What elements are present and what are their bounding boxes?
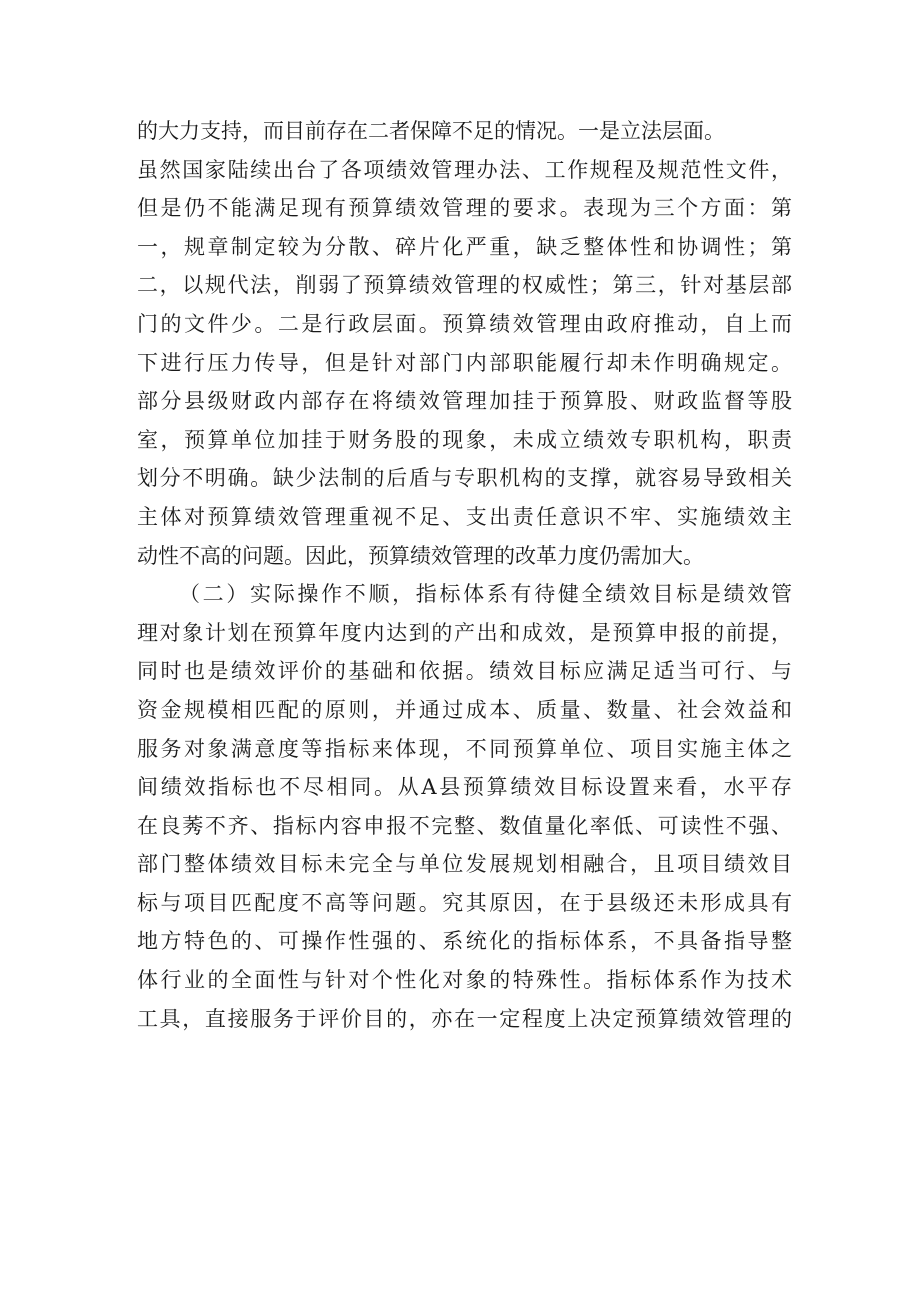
text-line: 同时也是绩效评价的基础和依据。绩效目标应满足适当可行、与 (137, 659, 792, 684)
text-line: 室，预算单位加挂于财务股的现象，未成立绩效专职机构，职责 (137, 427, 792, 452)
text-line: 一，规章制定较为分散、碎片化严重，缺乏整体性和协调性；第 (137, 234, 792, 259)
text-line: 但是仍不能满足现有预算绩效管理的要求。表现为三个方面：第 (137, 196, 792, 221)
text-line: 门的文件少。二是行政层面。预算绩效管理由政府推动，自上而 (137, 311, 792, 336)
text-line: 动性不高的问题。因此，预算绩效管理的改革力度仍需加大。 (137, 543, 704, 568)
text-line: 主体对预算绩效管理重视不足、支出责任意识不牢、实施绩效主 (137, 504, 792, 529)
text-line: 理对象计划在预算年度内达到的产出和成效，是预算申报的前提， (137, 620, 792, 645)
text-line: 工具，直接服务于评价目的，亦在一定程度上决定预算绩效管理的 (137, 1006, 792, 1031)
text-line: 部门整体绩效目标未完全与单位发展规划相融合，且项目绩效目 (137, 852, 792, 877)
text-line: （二）实际操作不顺，指标体系有待健全绩效目标是绩效管 (179, 582, 792, 607)
body-text (137, 112, 792, 1038)
text-line: 划分不明确。缺少法制的后盾与专职机构的支撑，就容易导致相关 (137, 466, 792, 491)
text-line: 标与项目匹配度不高等问题。究其原因，在于县级还未形成具有 (137, 890, 792, 915)
text-line: 的大力支持，而目前存在二者保障不足的情况。一是立法层面。 (137, 119, 725, 143)
text-line: 下进行压力传导，但是针对部门内部职能履行却未作明确规定。 (137, 350, 792, 375)
text-line: 资金规模相匹配的原则，并通过成本、质量、数量、社会效益和 (137, 697, 792, 722)
text-line: 二，以规代法，削弱了预算绩效管理的权威性；第三，针对基层部 (137, 273, 792, 298)
text-line: 体行业的全面性与针对个性化对象的特殊性。指标体系作为技术 (137, 968, 792, 993)
text-line: 在良莠不齐、指标内容申报不完整、数值量化率低、可读性不强、 (137, 813, 792, 838)
text-line: 部分县级财政内部存在将绩效管理加挂于预算股、财政监督等股 (137, 389, 792, 414)
text-line: 虽然国家陆续出台了各项绩效管理办法、工作规程及规范性文件， (137, 157, 792, 182)
text-line: 间绩效指标也不尽相同。从A县预算绩效目标设置来看，水平存 (137, 775, 792, 800)
text-line: 地方特色的、可操作性强的、系统化的指标体系，不具备指导整 (137, 929, 792, 954)
text-line: 服务对象满意度等指标来体现，不同预算单位、项目实施主体之 (137, 736, 792, 761)
